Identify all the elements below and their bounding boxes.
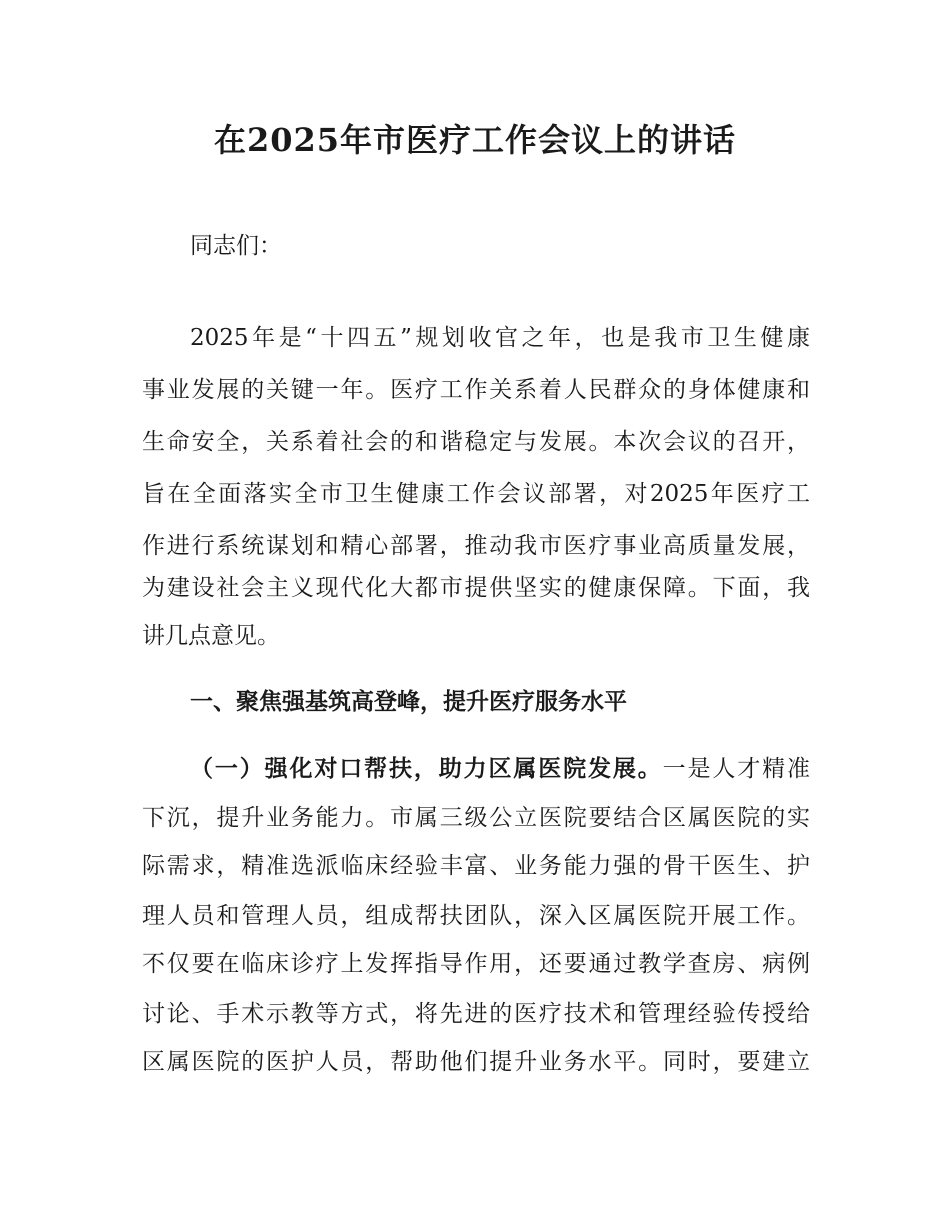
intro-line: 讲几点意见。: [142, 623, 280, 649]
salutation: 同志们：: [190, 233, 282, 259]
body-line: 讨论、手术示教等方式，将先进的医疗技术和管理经验传授给: [142, 1001, 810, 1027]
document-title: 在2025年市医疗工作会议上的讲话: [213, 121, 737, 159]
body-line: 下沉，提升业务能力。市属三级公立医院要结合区属医院的实: [142, 805, 810, 831]
intro-line: 为建设社会主义现代化大都市提供坚实的健康保障。下面，我: [142, 575, 810, 601]
subsection-first-line: [190, 749, 810, 789]
subsection-heading: （一）强化对口帮扶，助力区属医院发展。: [190, 756, 663, 782]
body-line: 理人员和管理人员，组成帮扶团队，深入区属医院开展工作。: [142, 903, 810, 929]
intro-line: 生命安全，关系着社会的和谐稳定与发展。本次会议的召开，: [142, 429, 810, 455]
body-line: 区属医院的医护人员，帮助他们提升业务水平。同时，要建立: [142, 1049, 810, 1075]
intro-line: 旨在全面落实全市卫生健康工作会议部署，对2025年医疗工: [142, 481, 810, 507]
intro-line: 事业发展的关键一年。医疗工作关系着人民群众的身体健康和: [142, 377, 810, 403]
body-line: 不仅要在临床诊疗上发挥指导作用，还要通过教学查房、病例: [142, 951, 810, 977]
subsection-text: 一是人才精准: [662, 756, 810, 782]
body-line: 际需求，精准选派临床经验丰富、业务能力强的骨干医生、护: [142, 853, 810, 879]
intro-line: 2025年是“十四五”规划收官之年，也是我市卫生健康: [190, 325, 810, 351]
intro-line: 作进行系统谋划和精心部署，推动我市医疗事业高质量发展，: [142, 533, 810, 559]
section-heading: 一、聚焦强基筑高登峰，提升医疗服务水平: [190, 689, 627, 715]
